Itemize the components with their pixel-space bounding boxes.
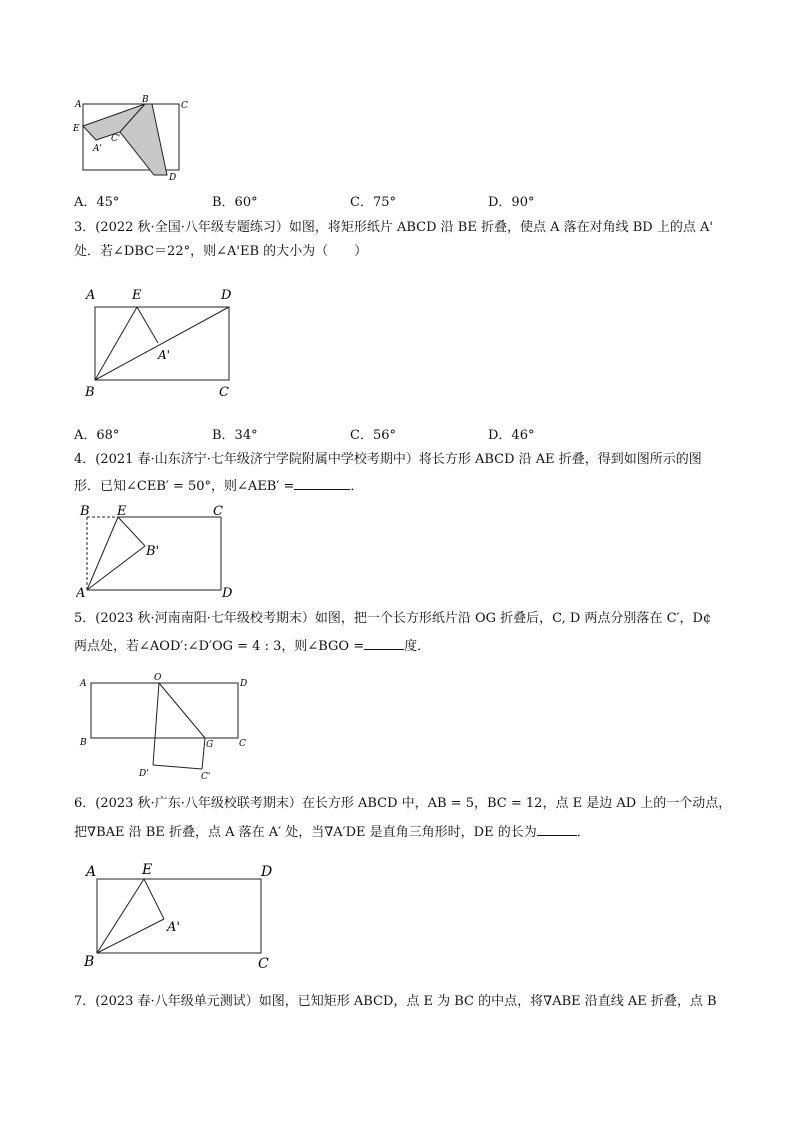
q4-label-b: B [80, 504, 90, 519]
q4-answer-blank[interactable] [294, 477, 350, 490]
q6-text-line1: 6．(2023 秋·广东·八年级校联考期末）在长方形 ABCD 中，AB = 5，BC = 12，点 E 是边 AD 上的一个动点， [74, 796, 732, 811]
q4-label-e: E [117, 504, 127, 519]
q4-text-line2-b: ． [350, 479, 364, 494]
q5-text-line2 [74, 637, 430, 655]
q5-answer-blank[interactable] [364, 637, 404, 650]
q3-option-d: D．46° [488, 428, 535, 443]
q3-label-d: D [221, 288, 232, 303]
q3-label-e: E [132, 288, 142, 303]
q6-label-b: B [84, 954, 95, 970]
q3-label-c: C [219, 385, 229, 400]
q3-label-b: B [85, 385, 95, 400]
fig2-label-a: A [75, 100, 82, 110]
figure-q2 [70, 92, 200, 184]
q5-label-g: G [206, 740, 214, 750]
q3-label-a-prime: A' [158, 348, 170, 362]
q4-text-line2-a: 形．已知∠CEB′ = 50°，则∠AEB′ = [74, 479, 295, 494]
q4-text-line1: 4．(2021 春·山东济宁·七年级济宁学院附属中学校考期中）将长方形 ABCD 沿 AE 折叠，得到如图所示的图 [74, 452, 702, 467]
q6-label-a: A [86, 864, 97, 880]
fig2-label-c: C [181, 101, 188, 111]
q4-label-a: A [76, 586, 86, 600]
figure-q6 [80, 858, 280, 974]
figure-q4 [76, 500, 246, 600]
fig2-label-c-prime: C' [111, 134, 121, 144]
q6-label-a-prime: A' [167, 920, 180, 935]
q6-label-d: D [261, 864, 273, 880]
q5-label-a: A [80, 679, 87, 689]
q3-option-c: C．56° [350, 428, 396, 443]
fig2-label-b: B [142, 95, 149, 105]
fig2-label-d: D [169, 173, 177, 183]
q2-option-a: A．45° [74, 195, 120, 210]
fig2-label-a-prime: A' [93, 144, 102, 154]
q5-text-line2-b: 度． [404, 639, 431, 654]
q3-label-a: A [86, 288, 96, 303]
q7-text-line1: 7．(2023 春·八年级单元测试）如图，已知矩形 ABCD，点 E 为 BC 的中点，将∇ABE 沿直线 AE 折叠，点 B [74, 994, 717, 1009]
q3-text-line1: 3．(2022 秋·全国·八年级专题练习）如图，将矩形纸片 ABCD 沿 BE 折叠，使点 A 落在对角线 BD 上的点 A' [74, 220, 713, 235]
q5-label-d-prime: D' [139, 769, 149, 779]
q5-label-d: D [240, 679, 248, 689]
q5-label-o: O [154, 673, 162, 683]
q5-label-c: C [239, 739, 246, 749]
q6-answer-blank[interactable] [537, 823, 577, 836]
q3-option-a: A．68° [74, 428, 120, 443]
figure-q5 [76, 668, 256, 786]
q2-option-b: B．60° [212, 195, 258, 210]
q4-text-line2 [74, 477, 363, 495]
q2-option-c: C．75° [350, 195, 396, 210]
q6-text-line2-b: ． [576, 825, 590, 840]
q5-text-line1: 5．(2023 秋·河南南阳·七年级校考期末）如图，把一个长方形纸片沿 OG 折叠后，C, D 两点分别落在 C′，D¢ [74, 611, 712, 626]
q4-label-c: C [213, 504, 223, 519]
q5-label-b: B [80, 738, 87, 748]
q6-text-line2-a: 把∇BAE 沿 BE 折叠，点 A 落在 A′ 处，当∇A′DE 是直角三角形时，DE 的长为 [74, 825, 537, 840]
q4-label-d: D [222, 586, 233, 600]
figure-q3 [80, 282, 240, 402]
q3-text-line2: 处．若∠DBC＝22°，则∠A'EB 的大小为（ ） [74, 244, 368, 259]
q6-text-line2 [74, 823, 590, 841]
q5-text-line2-a: 两点处，若∠AOD′:∠D′OG = 4 : 3，则∠BGO = [74, 639, 365, 654]
q5-label-c-prime: C' [201, 772, 211, 782]
q4-label-b-prime: B' [146, 544, 160, 559]
q3-option-b: B．34° [212, 428, 258, 443]
q6-label-c: C [258, 956, 269, 972]
q2-option-d: D．90° [488, 195, 535, 210]
fig2-label-e: E [73, 124, 80, 134]
q6-label-e: E [142, 862, 153, 878]
